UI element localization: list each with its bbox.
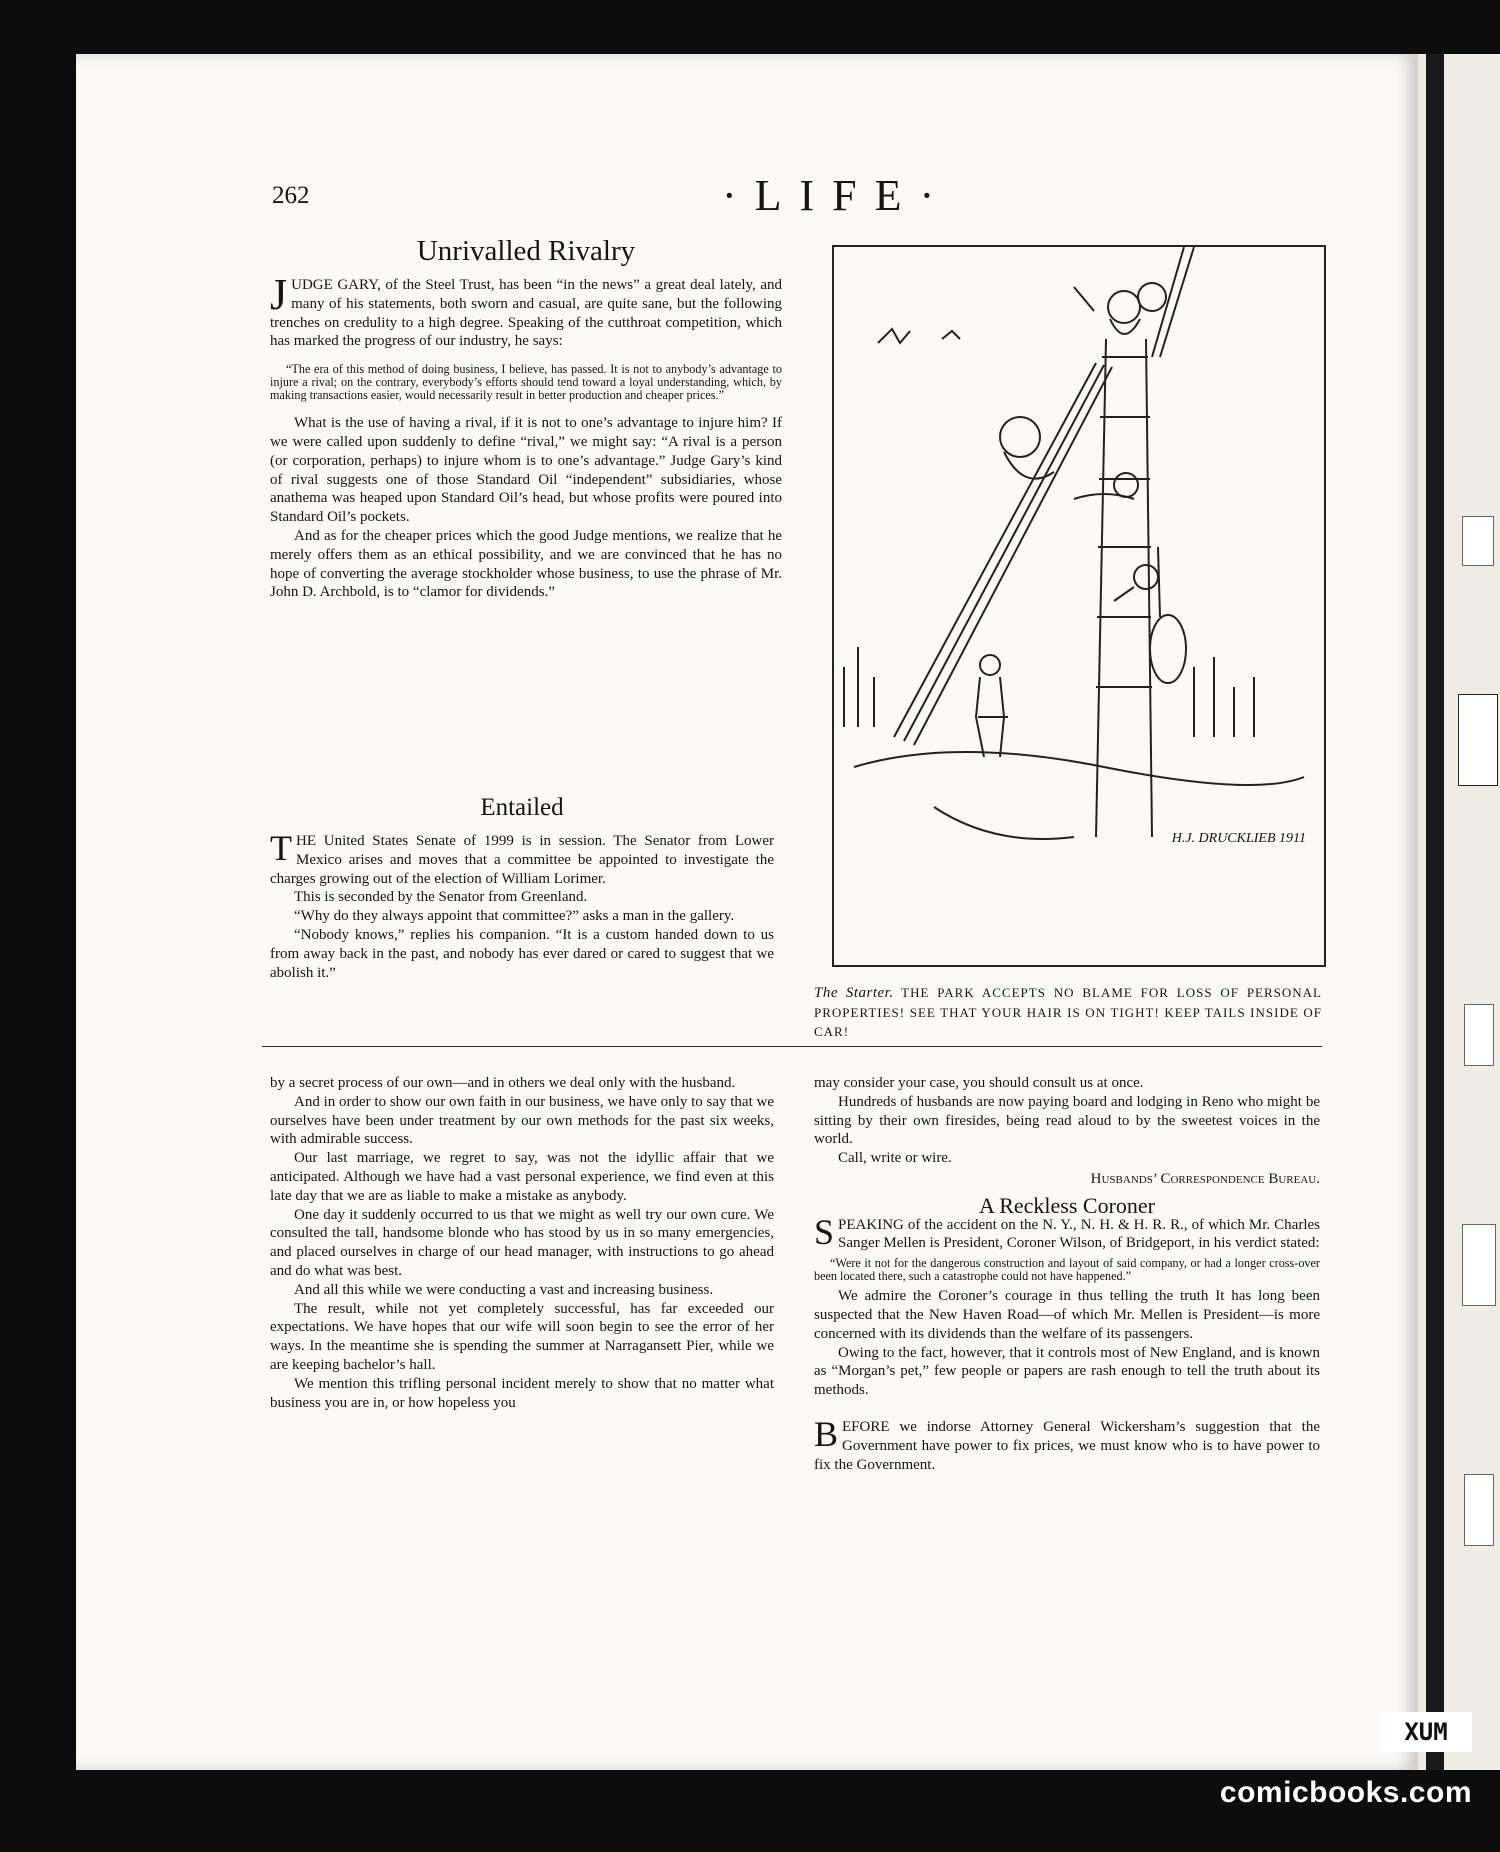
cartoon-illustration: [832, 245, 1326, 967]
paragraph: Call, write or wire.: [838, 1150, 952, 1167]
section-divider: [262, 1046, 1322, 1047]
article-lead: UDGE GARY, of the Steel Trust, has been “in the news” a great deal lately, and many of his statements, both sworn and casual, are quite sane, but the following trenches on credulity to a high degree. Speaking of the cutthroat competition, which has marked the progress of our industry, he says:: [270, 277, 782, 350]
page-gutter: [1426, 54, 1444, 1770]
article-lead: HE United States Senate of 1999 is in session. The Senator from Lower Mexico arises and moves that a committee be appointed to investigate the charges growing out of the election of William Lorimer.: [270, 833, 774, 887]
paragraph: Owing to the fact, however, that it controls most of New England, and is known as “Morgan’s pet,” few people or papers are rash enough to tell the truth about its methods.: [814, 1344, 1320, 1399]
paragraph: EFORE we indorse Attorney General Wickersham’s suggestion that the Government have power to fix prices, we must know who is to have power to fix the Government.: [814, 1418, 1320, 1473]
paragraph: And in order to show our own faith in our business, we have only to say that we ourselves have been under treatment by our own methods for the past six weeks, with admirable success.: [270, 1093, 774, 1148]
paragraph: We admire the Coroner’s courage in thus telling the truth It has long been suspected that the New Haven Road—of which Mr. Mellen is President—is more concerned with its dividends than the welfare of its passengers.: [814, 1288, 1320, 1342]
article-unrivalled-rivalry: [270, 235, 782, 602]
paragraph: may consider your case, you should consult us at once.: [814, 1075, 1144, 1091]
article-title-coroner: A Reckless Coroner: [979, 1192, 1155, 1218]
cartoon-signature: H.J. DRUCKLIEB 1911: [1171, 831, 1306, 846]
paragraph: And all this while we were conducting a vast and increasing business.: [294, 1281, 714, 1298]
article-quote: “The era of this method of doing business, I believe, has passed. It is not to anybody’s advantage to injure a rival; on the contrary, everybody’s efforts should tend toward a loyal understanding, which, by making transactions easier, would necessarily result in better production and cheaper prices.”: [270, 362, 782, 403]
watermark: comicbooks.com: [1219, 1776, 1472, 1809]
scrap-image: [1462, 516, 1494, 566]
paragraph: by a secret process of our own—and in others we deal only with the husband.: [270, 1075, 736, 1091]
page-number: 262: [272, 182, 310, 209]
scrap-image: [1464, 1004, 1494, 1066]
paragraph: What is the use of having a rival, if it is not to one’s advantage to injure him? If we were called upon suddenly to define “rival,” we might say: “A rival is a person (or corporation, perhaps) to injure whom is to one’s advantage.” Judge Gary’s kind of rival suggests one of those Standard Oil “independent” subsidiaries, whose anathema was heaped upon Standard Oil’s head, but whose profits were poured into Standard Oil’s pockets.: [270, 415, 782, 526]
drop-cap: T: [270, 828, 292, 868]
article-entailed: [270, 794, 774, 982]
article-lead: PEAKING of the accident on the N. Y., N. H. & H. R. R., of which Mr. Charles Sanger Mellen is President, Coroner Wilson, of Bridgeport, in his verdict stated:: [838, 1216, 1320, 1252]
paragraph: “Nobody knows,” replies his companion. “It is a custom handed down to us from away back in the past, and nobody has ever dared or cared to suggest that we abolish it.”: [270, 926, 774, 981]
scrap-image: [1462, 1224, 1496, 1306]
paragraph: Our last marriage, we regret to say, was not the idyllic affair that we anticipated. Although we have had a vast personal experience, we find even at this late day that we are as liable to make a mistake as anybody.: [270, 1150, 774, 1204]
article-quote: “Were it not for the dangerous construction and layout of said company, or had a longer cross-over been located there, such a catastrophe could not have happened.”: [814, 1256, 1320, 1284]
caption-title: The Starter.: [814, 985, 894, 1001]
paragraph: One day it suddenly occurred to us that we might as well try our own cure. We consulted the tall, handsome blonde who has stood by us in so many emergencies, and placed ourselves in charge of our head manager, with instructions to go ahead and do what was best.: [270, 1206, 774, 1279]
bureau-signature: Husbands’ Correspondence Bureau.: [1090, 1170, 1320, 1187]
bureau-article-continued: [270, 1074, 774, 1412]
right-column: [814, 1074, 1320, 1474]
paragraph: This is seconded by the Senator from Greenland.: [294, 889, 588, 906]
masthead: ·LIFE·: [722, 171, 953, 220]
scrap-image: [1464, 1474, 1494, 1546]
paragraph: “Why do they always appoint that committee?” asks a man in the gallery.: [294, 908, 735, 925]
scrap-image: [1458, 694, 1498, 786]
cartoon-caption: [814, 983, 1322, 1041]
article-title: Entailed: [480, 794, 564, 821]
paragraph: We mention this trifling personal incident merely to show that no matter what business you are in, or how hopeless you: [270, 1375, 774, 1411]
drop-cap: S: [814, 1211, 835, 1252]
paragraph: And as for the cheaper prices which the good Judge mentions, we realize that he merely offers them as an ethical possibility, and we are convinced that he has no hope of converting the average stockholder whose business, to use the phrase of Mr. John D. Archbold, is to “clamor for dividends.”: [270, 527, 782, 601]
paragraph: Hundreds of husbands are now paying board and lodging in Reno who might be sitting by their own firesides, being read aloud to by the sweetest voices in the world.: [814, 1093, 1320, 1148]
paragraph: The result, while not yet completely successful, has far exceeded our expectations. We have hopes that our wife will soon begin to see the error of her ways. In the meantime she is spending the summer at Narragansett Pier, while we are keeping bachelor’s hall.: [270, 1300, 774, 1373]
article-title: Unrivalled Rivalry: [416, 235, 636, 267]
adjacent-page-edge: [1418, 54, 1500, 1770]
drop-cap: B: [814, 1413, 839, 1454]
cartoon-drawing: [834, 247, 1324, 965]
caption-text: THE PARK ACCEPTS NO BLAME FOR LOSS OF PERSONAL PROPERTIES! SEE THAT YOUR HAIR IS ON TIGHT! KEEP TAILS INSIDE OF CAR!: [814, 985, 1322, 1039]
drop-cap: J: [270, 270, 288, 319]
archive-tag: XUM: [1380, 1712, 1472, 1752]
